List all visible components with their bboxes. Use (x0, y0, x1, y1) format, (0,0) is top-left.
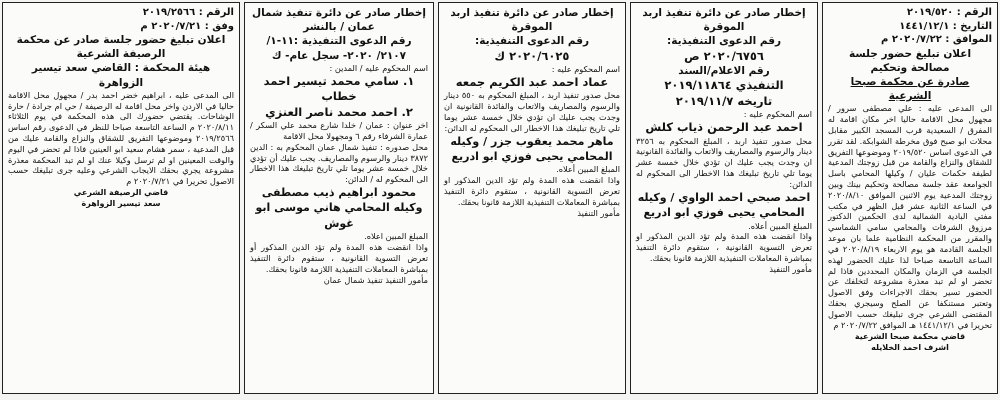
notice-body: محل صدور تنفيذ اربد ، المبلغ المحكوم به ٣٢٥٦ دينار والرسوم والمصاريف والاتعاب والفائدة القانونية ان وجدت يجب عليك ان تؤدي خلال خمسة عشر يوما تلي تاريخ تبليغك هذا الاخطار الى المحكوم له الدائن: (636, 135, 812, 189)
case-number: ٢١٠٧/ ٢٠٢٠- سجل عام- ك (271, 49, 407, 62)
amount-line: المبلغ المبين أعلاه. (556, 164, 620, 175)
defendant-label: اسم المحكوم عليه : (551, 64, 620, 75)
execution-date: تاريخه ٢٠١٩/١١/٧ (675, 93, 773, 108)
defendant-address: اخر عنوان : عمان / خلدا شارع محمد علي السكر / عمارة الشرفاء رقم ٦ ومجهولا محل الاقامة (250, 120, 428, 141)
signer-name: سعد تيسير الزواهرة (81, 199, 161, 209)
defendant-name-2: ٢. احمد محمد ناصر العنزي (265, 104, 413, 119)
signer-role: قاضي محكمة صبحا الشرعية (854, 331, 966, 341)
notice-date: التاريخ : ١٤٤١/١٢/١ (899, 20, 992, 32)
case-number: ٢٠٢٠/٦٧٥٦ ص (684, 48, 764, 63)
case-number: ٢٠٢٠/٦٠٢٥ ك (494, 48, 570, 63)
court-panel: هيئة المحكمة : القاضي سعد تيسير الزواهرة (31, 62, 211, 89)
defendant-name: احمد عبد الرحمن ذياب كلش (645, 120, 803, 135)
notice-body: محل صدور تنفيذ اربد ، المبلغ المحكوم به ٥٥٠ دينار والرسوم والمصاريف والاتعاب والفائدة القانونية ان وجدت يجب عليك ان تؤدي خلال خمسة عشر يوما تلي تاريخ تبليغك هذا الاخطار الى المحكوم له الدائن: (444, 90, 620, 133)
notice-irbid-execution-1 (630, 2, 818, 394)
notice-irbid-execution-2 (438, 2, 626, 394)
creditor-name: احمد صبحي احمد الواوي / وكيله المحامي يحيى فوزي ابو ادريع (637, 190, 811, 220)
officer-signature: مأمور التنفيذ (769, 263, 812, 274)
case-label: رقم الدعوى التنفيذية: (475, 35, 589, 48)
case-label: رقم الدعوى التنفيذية: (667, 35, 781, 48)
notice-footer: واذا انقضت هذه المدة ولم تؤد الدين المذكور او تعرض التسوية القانونية ، ستقوم دائرة التنفيذ بمباشرة المعاملات التنفيذية اللازمة قانونا بحقك. (636, 231, 812, 263)
defendant-label: اسم المحكوم عليه : (743, 109, 812, 120)
reference-number: الرقم : ٢٠١٩/٢٥٦٦ (142, 7, 234, 18)
notice-title: اعلان تبليغ حضور جلسة مصالحة وتحكيم (848, 47, 972, 74)
signer-name: اشرف احمد الخلايله (871, 342, 949, 352)
notice-body: محل صدوره : تنفيذ شمال عمان المحكوم به : الدين ٣٨٧٢ دينار والرسوم والمصاريف. يجب عليك أن تؤدي خلال خمسة عشر يوما تلي تاريخ تبليغك هذا الاخطار الى المحكوم له / الدائن: (250, 141, 428, 185)
notice-footer: واذا انقضت هذه المدة ولم تؤد الدين المذكور أو تعرض التسوية القانونية ، ستقوم دائرة التنفيذ بمباشرة المعاملات التنفيذية اللازمة قانونا بحقك. (250, 242, 428, 274)
case-label: رقم الدعوى التنفيذية :١١-١/ (266, 35, 412, 48)
amount-line: المبلغ المبين اعلاه. (364, 231, 428, 242)
reference-number: الرقم : ٢٠١٩/٥٢٠ (906, 7, 992, 18)
notice-north-amman-execution (244, 2, 434, 394)
notice-title: إخطار صادر عن دائرة تنفيذ اربد الموقرة (642, 7, 806, 34)
officer-signature: مأمور التنفيذ (577, 207, 620, 218)
issuing-court: صادرة عن محكمة صبحا الشرعية (850, 75, 970, 103)
amount-line: المبلغ المبين أعلاه. (748, 220, 812, 231)
notice-sabha-sharia-court (822, 2, 998, 394)
creditor-name: ماهر محمد يعقوب جزر / وكيله المحامي يحيى فوزي ابو ادريع (450, 134, 614, 164)
notice-date-gregorian: الموافق : ٢٠٢٠/٧/٢٢ م (881, 34, 992, 45)
notice-footer: واذا انقضت هذه المدة ولم تؤد الدين المذكور او تعرض التسوية القانونية ، ستقوم دائرة التنفيذ بمباشرة المعاملات التنفيذية اللازمة قانونا بحقك. (444, 175, 620, 207)
signer-role: قاضي الرصيفة الشرعي (73, 188, 169, 198)
notice-body: الى المدعى عليه ، ابراهيم خضر احمد بدر / مجهول محل الاقامة حاليا في الاردن واخر محل اقامة له الرصيفة / حي ام جرادة / حارة الوشاحات. يقتضي حضورك الى هذه المحكمة في يوم الثلاثاء ٢٠٢٠/٨/١١ م الساعة التاسعة صباحا للنظر في الدعوى رقم اساس ٢٠١٩/٢٥٦٦ وموضوعها التفريق للشقاق والنزاع والقامة عليك من قبل المدعية ، سمر هشام سعيد ابو العينين فاذا لم تحضر في اليوم والوقت المعينين او لم ترسل وكيلا عنك او لم تبد المحكمة معذرة مشروعة يجري بحقك الايجاب الشرعي وعليه جرى تبليغك حسب الاصول تحريرا في ٢٠٢٠/٧/٢١ م (8, 89, 234, 187)
defendant-name: عماد احمد عبد الكريم جمعه (455, 74, 609, 89)
defendant-name-1: ١. سامي محمد تيسير احمد خطاب (263, 73, 415, 104)
notice-title: إخطار صادر عن دائرة تنفيذ شمال عمان / بالنشر (251, 7, 427, 34)
notice-date-gregorian: وفق : ٢٠٢٠/٧/٢١ م (140, 20, 234, 32)
execution-number: التنفيذي ٢٠١٩/١١٨٦٤ (664, 78, 784, 93)
notice-body: الى المدعى عليه : علي مصطفى سرور / مجهول محل الاقامة حاليا اخر مكان اقامة له المفرق / السعيدية قرب المسجد الكبير مقابل محلات ابو صبح فوق مخرطة الشوابكة. لقد تقرر في الدعوى اساس ٢٠١٩/٥٢٠ وموضوعها التفريق للشقاق والنزاع والقامة من قبل زوجتك المدعية لطيفة حكمات عليان / وكيلها المحامي باسل الجوامعة عقد جلسة مصالحة وتحكيم بينك وبين زوجتك المدعية يوم الاثنين الموافق ٢٠٢٠/٨/١٠ في الساعة الثانية عشر قبل الظهر في مكتب مفتي البادية الشمالية لدى الحكمين الدكتور مرزوق الشرفات والمحامي سامي الشماسي والمقرر من المحكمة النظامية علما بان موعد الجلسة القادمة هو يوم الاربعاء ٢٠٢٠/٨/١٩ في الساعة التاسعة صباحا لذا عليك الحضور لهذه الجلسة في الزمان والمكان المحددين فاذا لم تحضر او لم تبد معذرة مشروعة لتخلفك عن الحضور تسير بحقك الاجراءات وفق الاصول وتعتبر مستنكفا عن الصلح وسيجري بحقك المقتضى الشرعي جرى تبليغك حسب الاصول تحريرا في ١٤٤١/١٢/١ هـ الموافق ٢٠٢٠/٧/٢٢ م (828, 103, 992, 330)
officer-signature: مأمور التنفيذ تنفيذ شمال عمان (323, 274, 428, 285)
reference-label: رقم الاعلام/السند (678, 65, 770, 78)
notice-title: إخطار صادر عن دائرة تنفيذ اربد الموقرة (450, 7, 614, 34)
creditor-name: محمود ابراهيم ذيب مصطفى وكيله المحامي هاني موسى ابو غوش (255, 186, 423, 230)
defendant-label: اسم المحكوم عليه / المدين : (329, 62, 428, 73)
notice-rusaifa-sharia-court (2, 2, 240, 394)
notice-title: اعلان تبليغ حضور جلسة صادر عن محكمة الرصيفة الشرعية (16, 34, 226, 61)
